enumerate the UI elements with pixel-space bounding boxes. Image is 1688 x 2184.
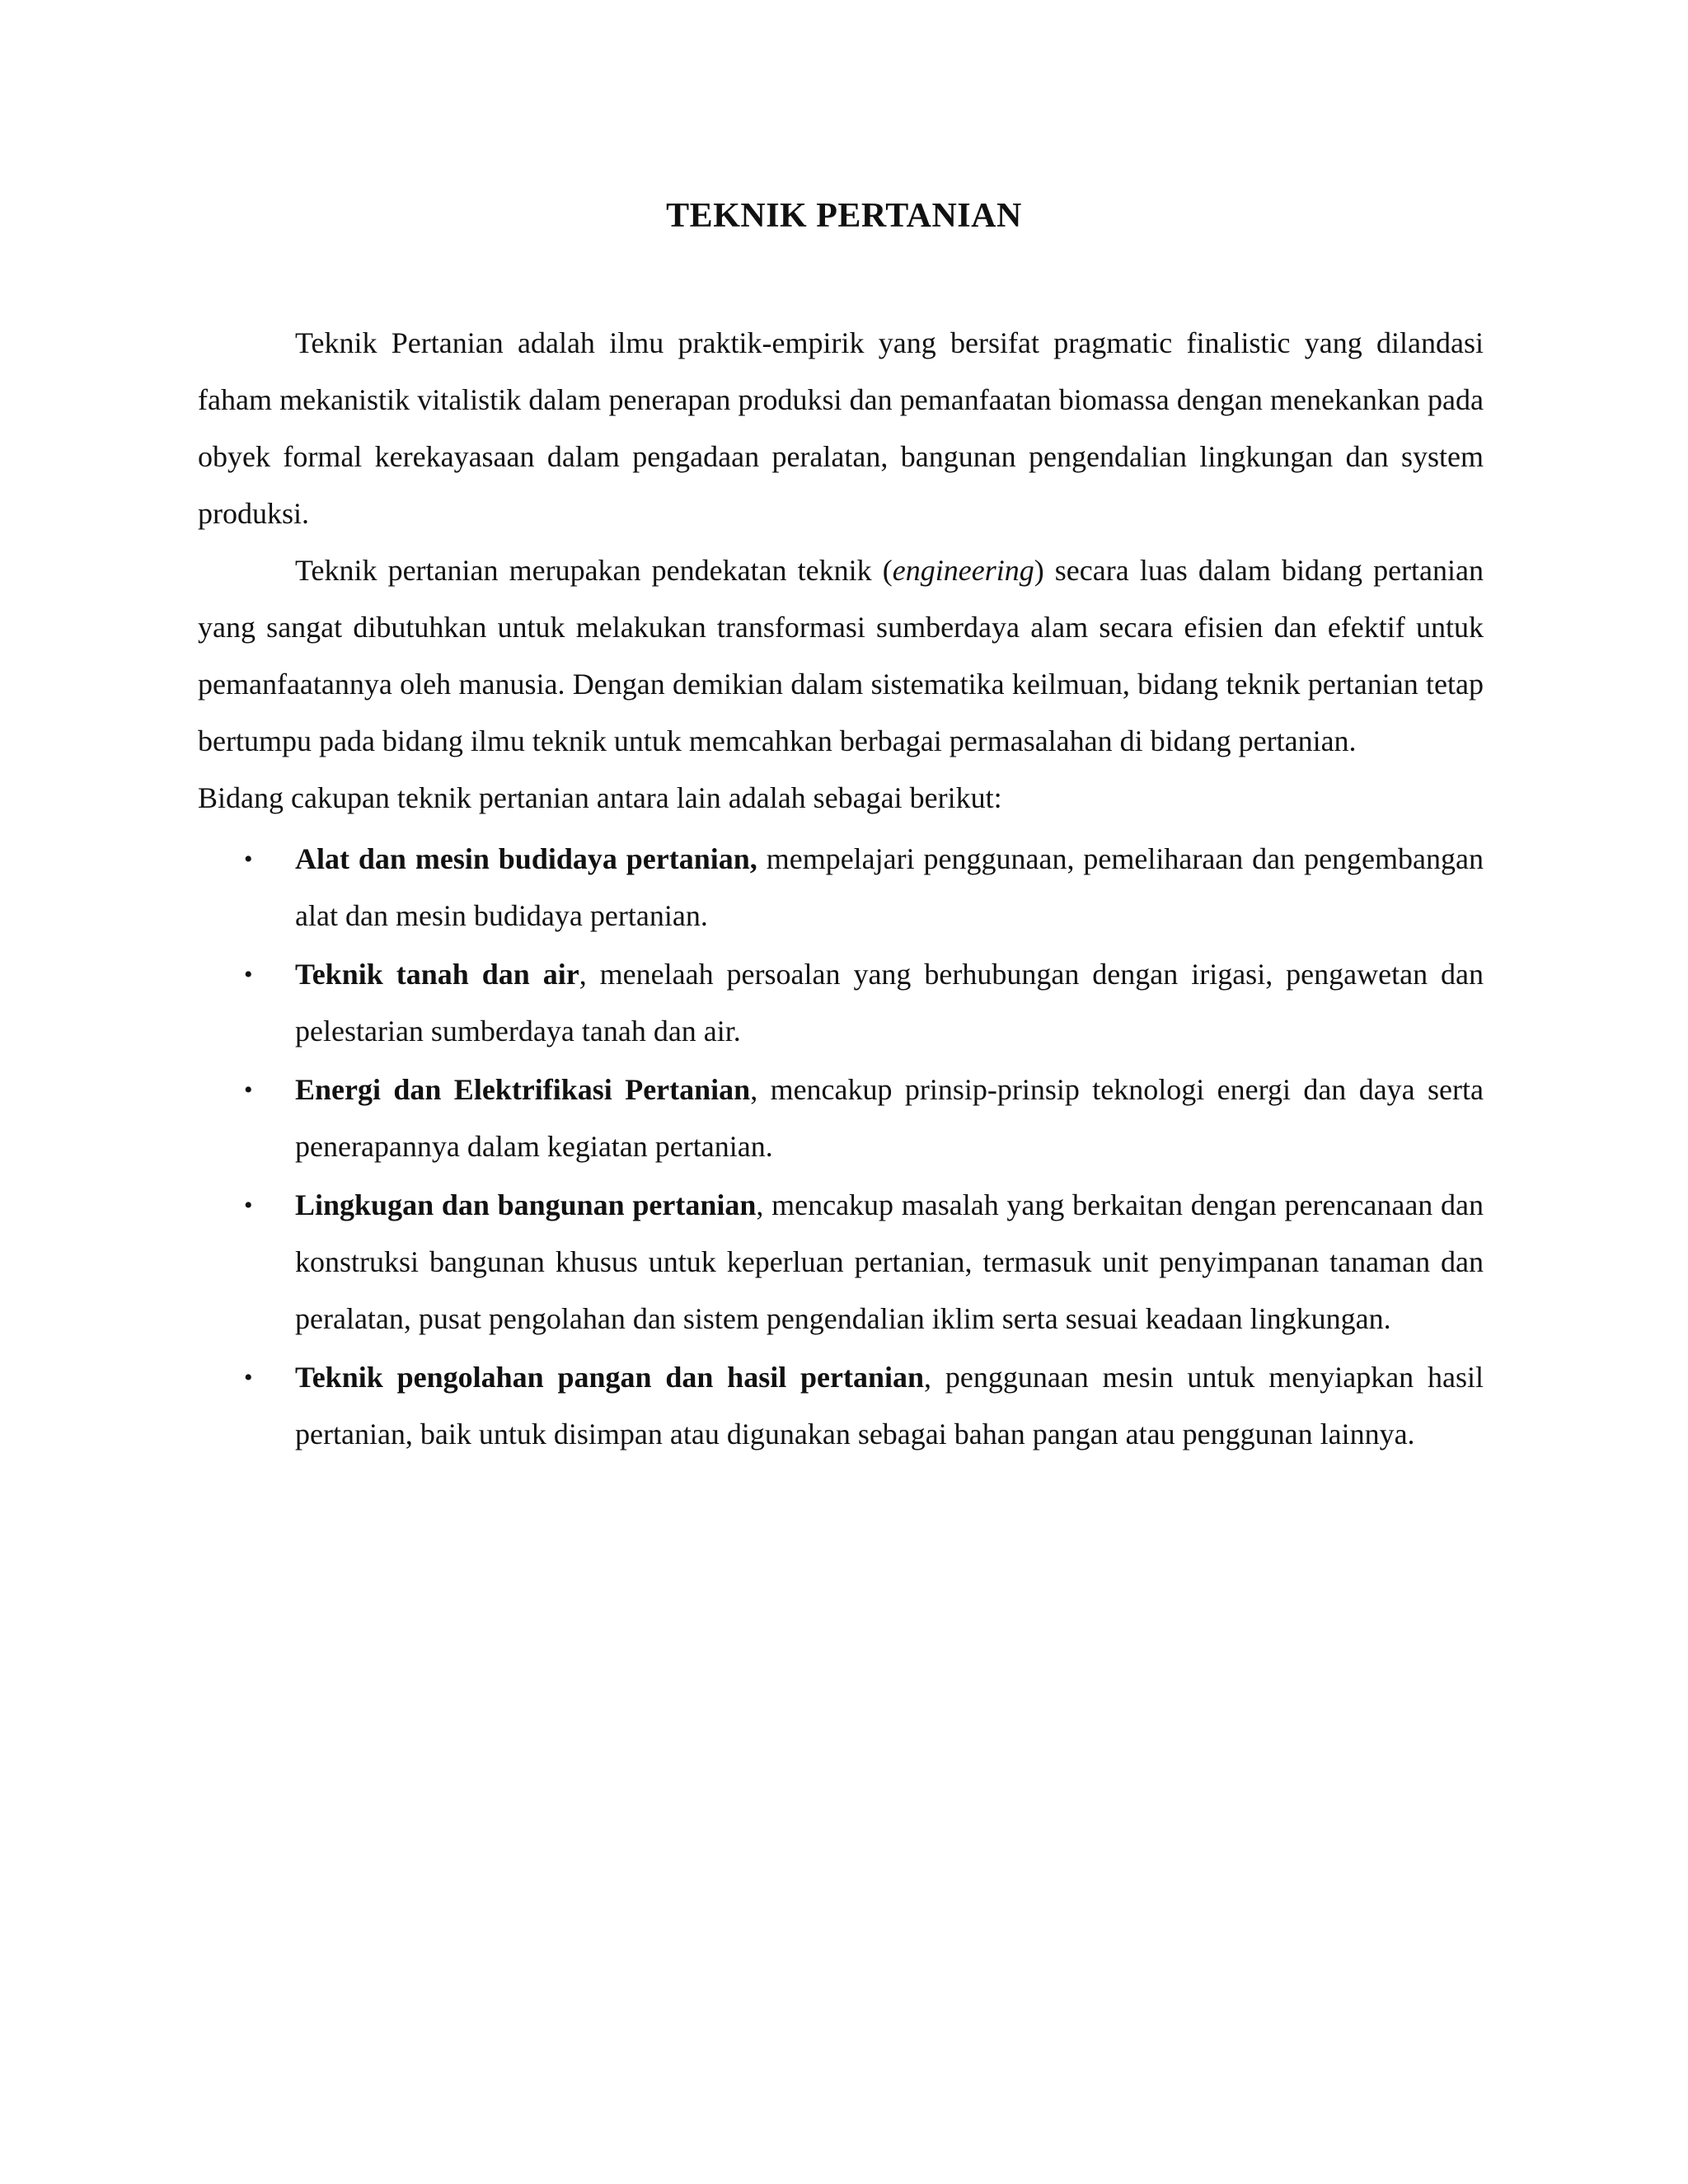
list-intro: Bidang cakupan teknik pertanian antara lain adalah sebagai berikut:: [198, 781, 1002, 814]
paragraph-engineering: [198, 542, 1484, 770]
paragraph-engineering-before: Teknik pertanian merupakan pendekatan teknik (: [295, 554, 893, 587]
list-item-text: , mencakup masalah yang berkaitan dengan perencanaan dan konstruksi bangunan khusus untuk keperluan pertanian, termasuk unit penyimpanan tanaman dan peralatan, pusat pengolahan dan sistem pengendalian iklim serta sesuai keadaan lingkungan.: [295, 1188, 1484, 1335]
paragraph-engineering-after: ) secara luas dalam bidang pertanian yang sangat dibutuhkan untuk melakukan transformasi sumberdaya alam secara efisien dan efektif untuk pemanfaatannya oleh manusia. Dengan demikian dalam sistematika keilmuan, bidang teknik pertanian tetap bertumpu pada bidang ilmu teknik untuk memcahkan berbagai permasalahan di bidang pertanian.: [198, 554, 1484, 757]
bullet-icon: •: [244, 1076, 253, 1104]
engineering-term: engineering: [892, 554, 1034, 587]
list-item-text: , mencakup prinsip-prinsip teknologi energi dan daya serta penerapannya dalam kegiatan pertanian.: [295, 1073, 1484, 1163]
list-item-text: mempelajari penggunaan, pemeliharaan dan pengembangan alat dan mesin budidaya pertanian.: [295, 842, 1484, 932]
bullet-icon: •: [244, 961, 253, 988]
bullet-icon: •: [244, 1192, 253, 1219]
document-title: TEKNIK PERTANIAN: [666, 197, 1022, 235]
list-item-term: Energi dan Elektrifikasi Pertanian: [295, 1073, 751, 1106]
document-body: [198, 315, 1484, 1465]
list-item-term: Lingkugan dan bangunan pertanian: [295, 1188, 757, 1221]
list-item: [198, 946, 1484, 1060]
list-item-term: Teknik pengolahan pangan dan hasil pertanian: [295, 1361, 925, 1394]
list-item-term: Alat dan mesin budidaya pertanian,: [295, 842, 757, 875]
list-item: [198, 1062, 1484, 1175]
list-item-term: Teknik tanah dan air: [295, 958, 579, 991]
list-item: [198, 831, 1484, 944]
paragraph-definition: Teknik Pertanian adalah ilmu praktik-empirik yang bersifat pragmatic finalistic yang dilandasi faham mekanistik vitalistik dalam penerapan produksi dan pemanfaatan biomassa dengan menekankan pada obyek formal kerekayasaan dalam pengadaan peralatan, bangunan pengendalian lingkungan dan system produksi.: [198, 326, 1484, 530]
list-item-text: , penggunaan mesin untuk menyiapkan hasil pertanian, baik untuk disimpan atau digunakan sebagai bahan pangan atau penggunan lainnya.: [295, 1361, 1484, 1451]
scope-list: [198, 831, 1484, 1463]
list-item: [198, 1177, 1484, 1347]
list-item-text: , menelaah persoalan yang berhubungan dengan irigasi, pengawetan dan pelestarian sumberdaya tanah dan air.: [295, 958, 1484, 1047]
list-item: [198, 1349, 1484, 1463]
bullet-icon: •: [244, 846, 253, 873]
bullet-icon: •: [244, 1364, 253, 1391]
